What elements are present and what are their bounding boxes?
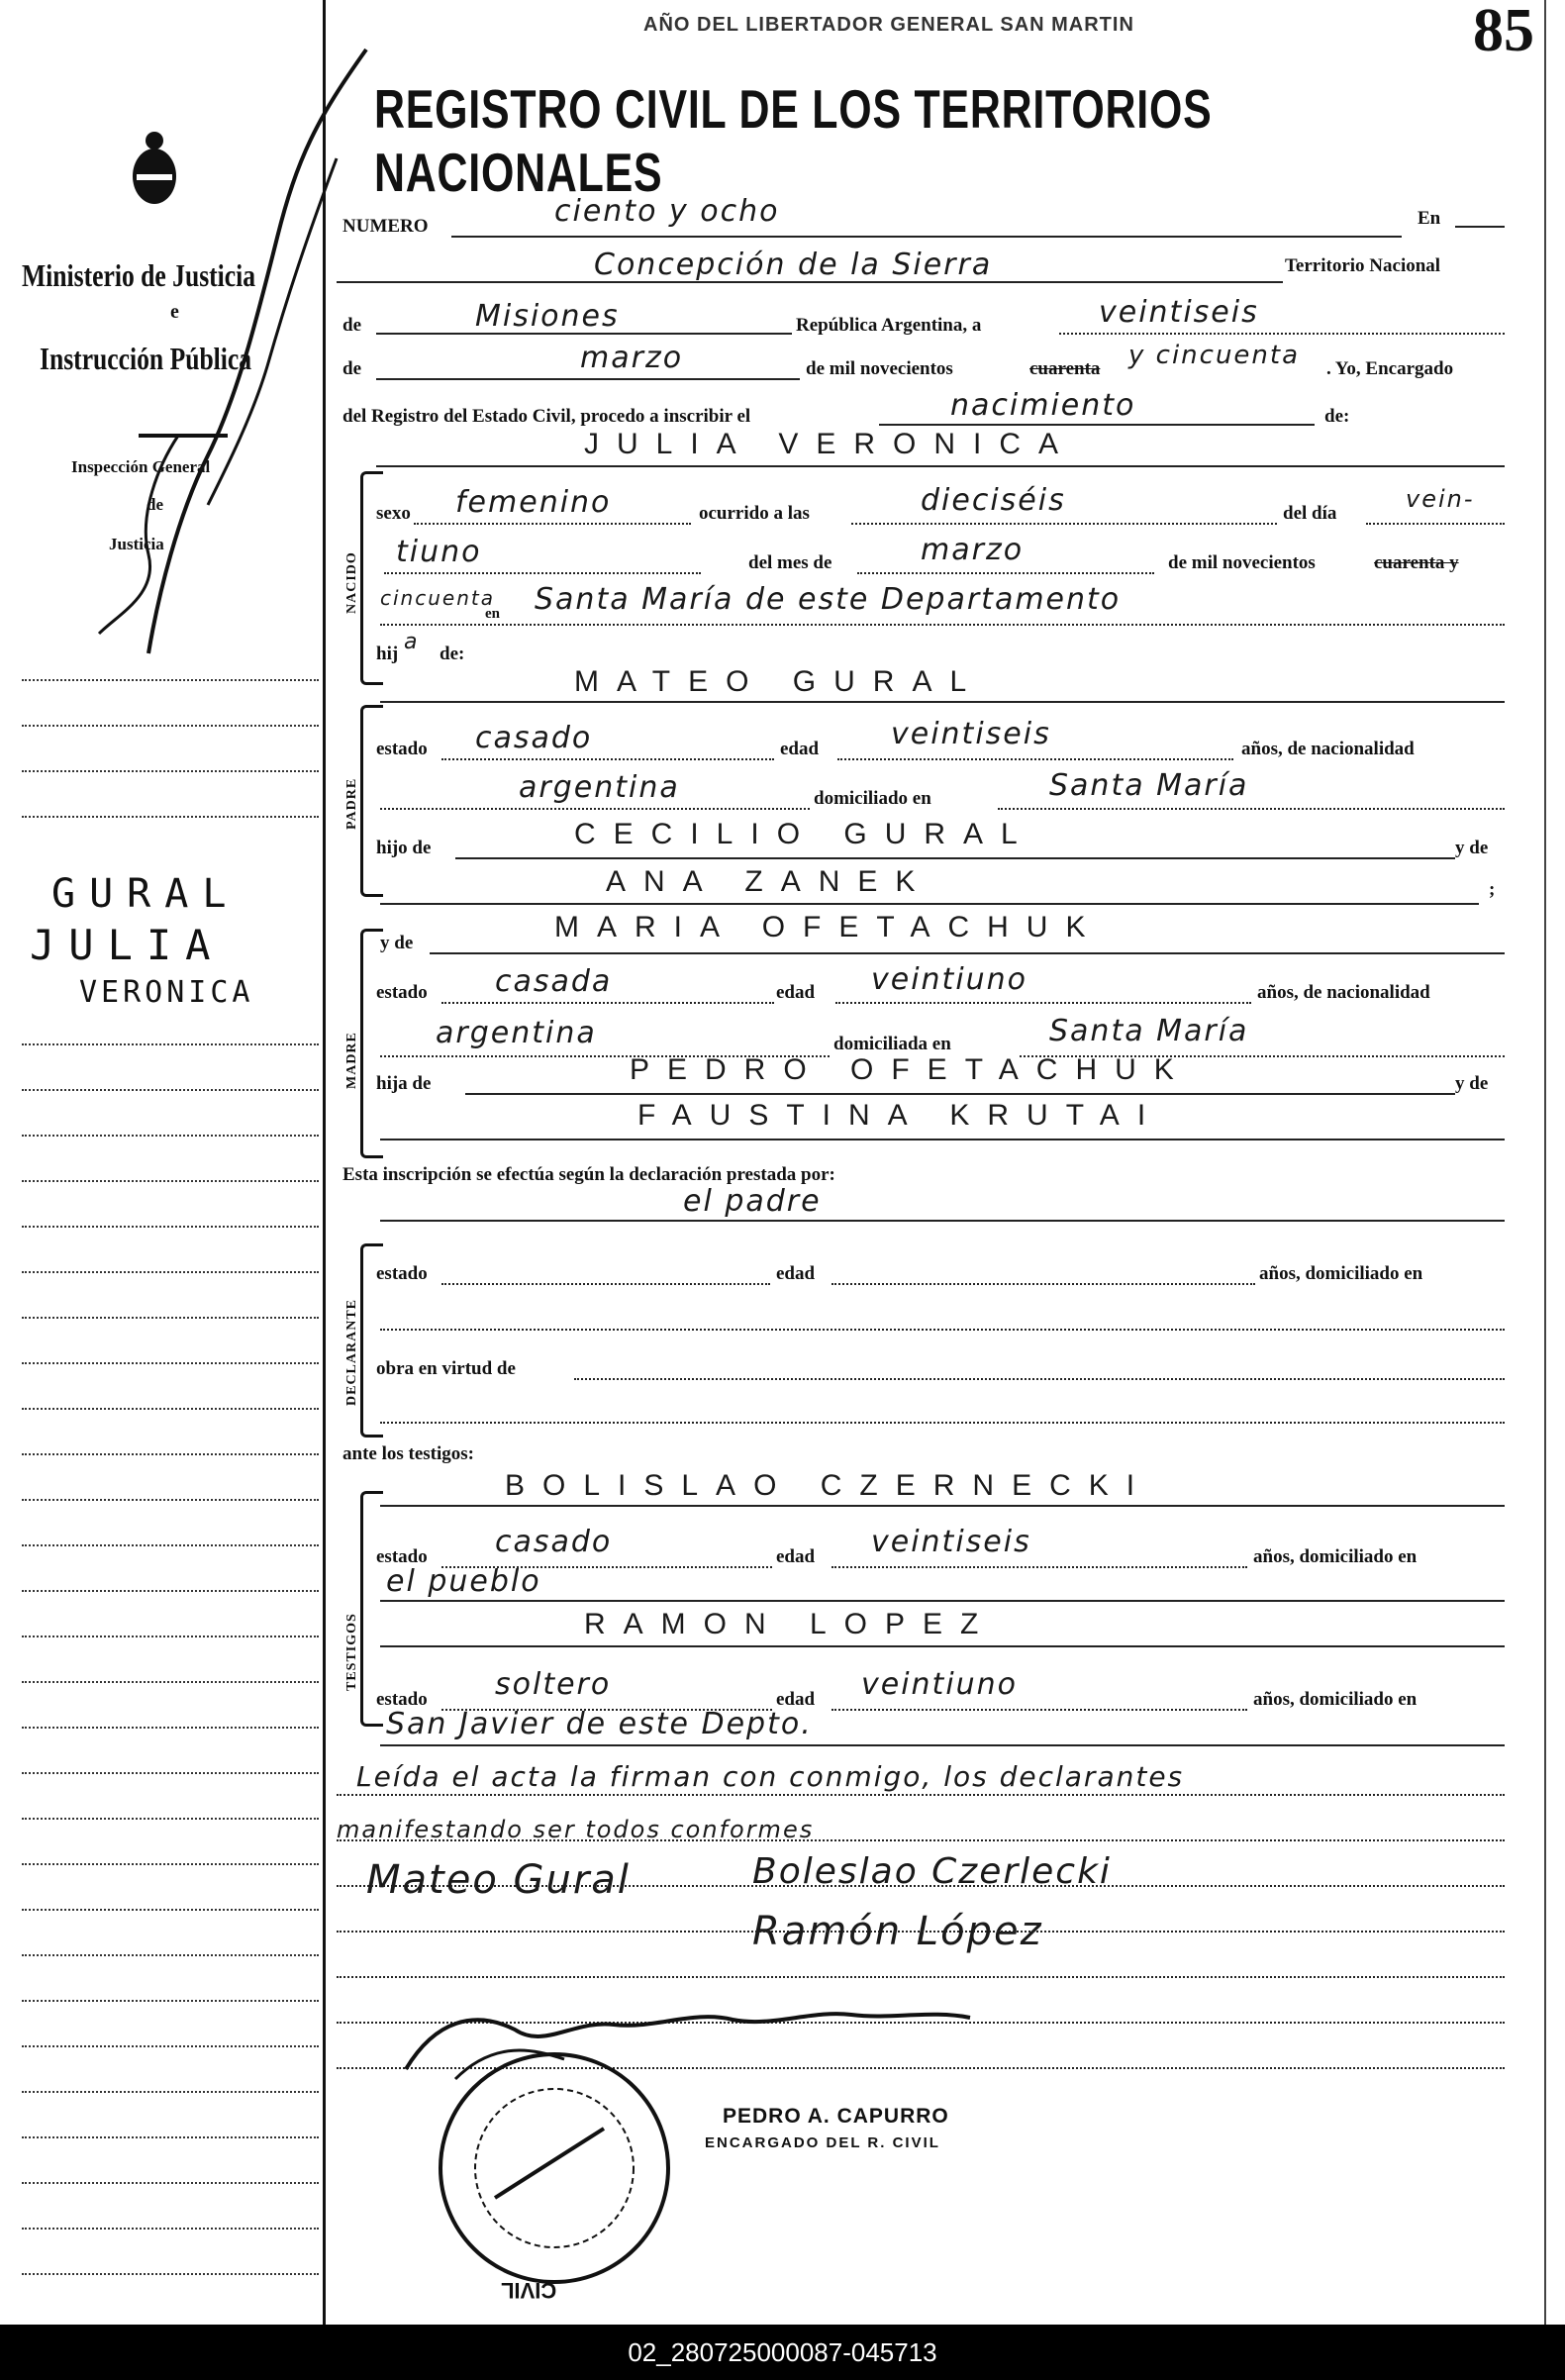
registrar-name: PEDRO A. CAPURRO [723, 2105, 949, 2128]
madre-name: MARIA OFETACHUK [554, 911, 1104, 943]
ministry-line2: e [170, 301, 179, 323]
month-line [376, 378, 800, 380]
event-value: nacimiento [950, 388, 1136, 423]
madre-father-line [465, 1093, 1455, 1095]
form-month-value: marzo [580, 341, 684, 375]
sidebar-scribble [59, 40, 376, 693]
sidebar-dotted-line [22, 1408, 319, 1410]
madre-estado-line [441, 1002, 774, 1004]
closing-dotted-line [337, 1839, 1505, 1841]
padre-edad-value: veintiseis [891, 717, 1051, 751]
nacido-year-value: cincuenta [380, 586, 495, 610]
de-label: de [342, 315, 361, 336]
sidebar-dotted-line [22, 1636, 319, 1637]
witness1-edad: veintiseis [871, 1525, 1031, 1559]
yo-label: . Yo, Encargado [1326, 358, 1454, 379]
padre-semicolon: ; [1489, 879, 1496, 900]
sidebar-dotted-line [22, 2000, 319, 2002]
margin-note-surname: GURAL [51, 871, 241, 917]
witness1-edad-line [831, 1566, 1247, 1568]
madre-y-de2-label: y de [1455, 1073, 1489, 1094]
padre-edad-label: edad [780, 739, 820, 759]
numero-line [451, 236, 1402, 238]
declarante-extra-line [380, 1422, 1505, 1424]
madre-bracket [360, 929, 383, 1158]
sidebar-dotted-line [22, 1271, 319, 1273]
nacido-label: NACIDO [344, 551, 359, 614]
margin-note-name2: VERONICA [79, 975, 254, 1010]
madre-estado-value: casada [495, 964, 613, 999]
signature-3: Ramón López [752, 1909, 1043, 1954]
sidebar-dotted-line [22, 2136, 319, 2138]
witness1-domicilio-line [380, 1600, 1505, 1602]
witness1-name: BOLISLAO CZERNECKI [505, 1469, 1153, 1502]
registrar-title: ENCARGADO DEL R. CIVIL [705, 2134, 940, 2151]
sidebar-dotted-line [22, 679, 319, 681]
hour-line [851, 523, 1277, 525]
madre-edad-value: veintiuno [871, 962, 1028, 997]
padre-hijo-label: hijo de [376, 838, 432, 858]
witness1-name-line [380, 1505, 1505, 1507]
declarante-label: DECLARANTE [344, 1298, 359, 1406]
madre-domicilio-value: Santa María [1049, 1014, 1249, 1048]
sidebar-dotted-line [22, 1818, 319, 1820]
closing-dotted-line [337, 1931, 1505, 1933]
madre-estado-label: estado [376, 982, 428, 1003]
sexo-label: sexo [376, 503, 411, 524]
madre-hija-label: hija de [376, 1073, 432, 1094]
republica-label: República Argentina, a [796, 315, 982, 336]
sexo-line [414, 523, 691, 525]
closing-dotted-line [337, 1794, 1505, 1796]
page-number: 85 [1473, 0, 1534, 64]
closing-line1: Leída el acta la firman con conmigo, los declarantes [356, 1760, 1185, 1793]
padre-mother-line [380, 903, 1479, 905]
hij-label: hij [376, 644, 399, 664]
mil-label: de mil novecientos [806, 358, 953, 379]
declaracion-line [380, 1220, 1505, 1222]
declaracion-label: Esta inscripción se efectúa según la declaración prestada por: [342, 1164, 835, 1185]
closing-dotted-line [337, 1976, 1505, 1978]
del-mes-label: del mes de [748, 552, 832, 573]
sidebar-dotted-line [22, 1863, 319, 1865]
top-banner: AÑO DEL LIBERTADOR GENERAL SAN MARTIN [643, 14, 1134, 36]
sidebar-dotted-line [22, 1043, 319, 1045]
madre-label: MADRE [344, 1032, 359, 1089]
inspection-line3: Justicia [109, 535, 164, 553]
place-value: Concepción de la Sierra [594, 248, 993, 282]
sidebar-dotted-line [22, 1772, 319, 1774]
nacido-en-label: en [485, 606, 500, 622]
padre-estado-line [441, 758, 774, 760]
sidebar-dotted-line [22, 1226, 319, 1228]
form-right-border [1544, 0, 1546, 2325]
sidebar-dotted-line [22, 2091, 319, 2093]
testigos-anos-label1: años, domiciliado en [1253, 1546, 1418, 1567]
declaracion-value: el padre [683, 1184, 822, 1219]
padre-domicilio-line [998, 808, 1505, 810]
declarante-anos-label: años, domiciliado en [1259, 1263, 1423, 1284]
numero-value: ciento y ocho [554, 194, 780, 229]
nacido-mil-label: de mil novecientos [1168, 552, 1316, 573]
nacido-struck-year: cuarenta y [1374, 552, 1459, 573]
registro-label: del Registro del Estado Civil, procedo a inscribir el [342, 406, 751, 427]
ocurrido-label: ocurrido a las [699, 503, 810, 524]
witness2-domicilio: San Javier de este Depto. [386, 1707, 813, 1741]
form-day-value: veintiseis [1099, 295, 1259, 330]
padre-bracket [360, 705, 383, 897]
sidebar-dotted-line [22, 1909, 319, 1911]
witness1-estado: casado [495, 1525, 613, 1559]
event-line [879, 424, 1315, 426]
sidebar-dotted-line [22, 1727, 319, 1729]
testigos-label: TESTIGOS [344, 1613, 359, 1691]
testigos-anos-label2: años, domiciliado en [1253, 1689, 1418, 1710]
declarante-edad-line [831, 1283, 1255, 1285]
page-title: REGISTRO CIVIL DE LOS TERRITORIOS NACIONALES [374, 78, 1213, 203]
hij-value: a [404, 630, 420, 654]
padre-estado-label: estado [376, 739, 428, 759]
padre-anos-label: años, de nacionalidad [1241, 739, 1415, 759]
form-year-value: y cincuenta [1128, 341, 1301, 370]
padre-name-line [380, 701, 1505, 703]
del-dia-label: del día [1283, 503, 1337, 524]
territory-value: Misiones [475, 299, 620, 334]
padre-mother-name: ANA ZANEK [606, 865, 933, 898]
signature-1: Mateo Gural [366, 1857, 631, 1903]
madre-name-line [430, 952, 1505, 954]
witness1-domicilio: el pueblo [386, 1564, 541, 1599]
padre-nacionalidad-line [380, 808, 810, 810]
de2-label: de [342, 358, 361, 379]
sidebar-dotted-line [22, 1681, 319, 1683]
declarante-obra-line [574, 1378, 1505, 1380]
official-seal-icon [426, 2039, 683, 2297]
madre-y-de-label: y de [380, 933, 414, 953]
nacido-place-line [380, 624, 1505, 626]
sidebar-dotted-line [22, 725, 319, 727]
sexo-value: femenino [455, 485, 612, 520]
sidebar-dotted-line [22, 770, 319, 772]
padre-father-line [455, 857, 1455, 859]
inspection-line2: de [147, 495, 163, 514]
sidebar-dotted-line [22, 2182, 319, 2184]
ministry-line1: Ministerio de Justicia [22, 257, 256, 293]
ante-label: ante los testigos: [342, 1443, 474, 1464]
testigos-estado-label2: estado [376, 1689, 428, 1710]
sidebar-dotted-line [22, 1362, 319, 1364]
nacido-month-line [857, 572, 1154, 574]
witness2-domicilio-line [380, 1744, 1505, 1746]
witness2-edad: veintiuno [861, 1667, 1019, 1702]
sidebar-dotted-line [22, 1499, 319, 1501]
declarante-estado-line [441, 1283, 770, 1285]
testigos-edad-label1: edad [776, 1546, 816, 1567]
padre-y-de-label: y de [1455, 838, 1489, 858]
padre-label: PADRE [344, 777, 359, 830]
sidebar-dotted-line [22, 1954, 319, 1956]
sidebar-dotted-line [22, 2228, 319, 2230]
day-line-2 [384, 572, 701, 574]
sidebar-dotted-line [22, 1135, 319, 1137]
margin-note-name1: JULIA [30, 921, 225, 969]
de3-label: de: [1324, 406, 1350, 427]
witness2-name-line [380, 1645, 1505, 1647]
sidebar-dotted-line [22, 1317, 319, 1319]
madre-anos-label: años, de nacionalidad [1257, 982, 1430, 1003]
madre-mother-name: FAUSTINA KRUTAI [637, 1099, 1164, 1132]
madre-mother-line [380, 1139, 1505, 1140]
en-line [1455, 226, 1505, 228]
hij-de-label: de: [440, 644, 465, 664]
sidebar-dotted-line [22, 1544, 319, 1546]
inspection-line1: Inspección General [71, 457, 211, 476]
nacido-month-value: marzo [921, 533, 1025, 567]
sidebar-dotted-line [22, 2273, 319, 2275]
testigos-edad-label2: edad [776, 1689, 816, 1710]
hour-value: dieciséis [921, 483, 1066, 518]
witness2-estado: soltero [495, 1667, 612, 1702]
sidebar-dotted-line [22, 1089, 319, 1091]
nacido-day-value1: vein- [1406, 485, 1475, 513]
witness2-edad-line [831, 1709, 1247, 1711]
signature-2: Boleslao Czerlecki [752, 1851, 1112, 1892]
padre-domicilio-value: Santa María [1049, 768, 1249, 803]
nacido-day-value2: tiuno [396, 535, 482, 569]
declarante-domicilio-line [380, 1329, 1505, 1331]
declarante-estado-label: estado [376, 1263, 428, 1284]
madre-domiciliada-label: domiciliada en [833, 1034, 951, 1054]
padre-estado-value: casado [475, 721, 593, 755]
sidebar-dotted-line [22, 816, 319, 818]
person-name-line [376, 465, 1505, 467]
madre-edad-label: edad [776, 982, 816, 1003]
padre-father-name: CECILIO GURAL [574, 818, 1035, 850]
padre-name: MATEO GURAL [574, 665, 985, 698]
closing-dotted-line [337, 1885, 1505, 1887]
day-line [1059, 333, 1505, 335]
nacido-place-value: Santa María de este Departamento [535, 582, 1122, 617]
struck-year: cuarenta [1029, 358, 1101, 379]
testigos-estado-label1: estado [376, 1546, 428, 1567]
padre-nacionalidad-value: argentina [519, 770, 680, 805]
territorio-label: Territorio Nacional [1285, 255, 1441, 276]
padre-domiciliado-label: domiciliado en [814, 788, 931, 809]
sidebar-dotted-line [22, 1453, 319, 1455]
madre-father-name: PEDRO OFETACHUK [630, 1053, 1192, 1086]
madre-edad-line [835, 1002, 1251, 1004]
ministry-line3: Instrucción Pública [40, 341, 252, 376]
en-label: En [1418, 208, 1441, 229]
declarante-obra-label: obra en virtud de [376, 1358, 516, 1379]
person-name: JULIA VERONICA [584, 428, 1077, 460]
sidebar-dotted-line [22, 2045, 319, 2047]
sidebar-dotted-line [22, 1590, 319, 1592]
declarante-edad-label: edad [776, 1263, 816, 1284]
madre-nacionalidad-value: argentina [436, 1016, 597, 1050]
sidebar-dotted-line [22, 1180, 319, 1182]
padre-edad-line [837, 758, 1233, 760]
seal-text: CIVIL [501, 2278, 557, 2303]
numero-label: NUMERO [342, 216, 429, 237]
closing-line2: manifestando ser todos conformes [337, 1816, 815, 1843]
witness2-name: RAMON LOPEZ [584, 1608, 997, 1640]
footer-code: 02_280725000087-045713 [0, 2325, 1565, 2380]
day-line-1 [1366, 523, 1505, 525]
